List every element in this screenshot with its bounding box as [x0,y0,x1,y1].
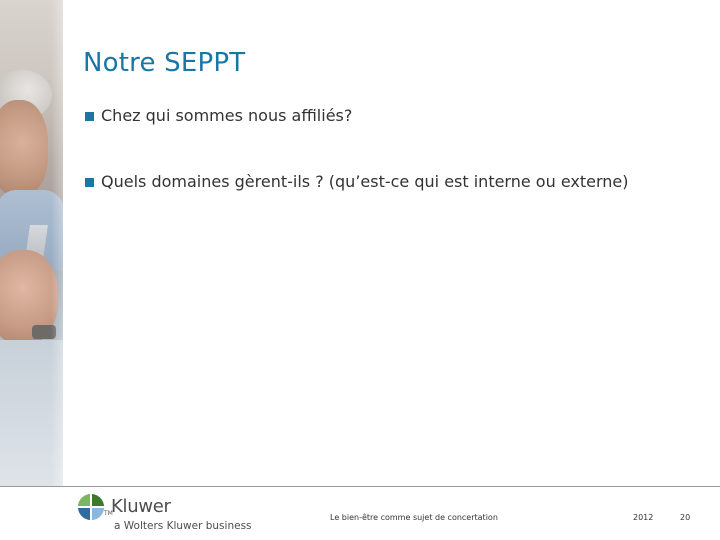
bullet-text: Quels domaines gèrent-ils ? (qu’est-ce qui est interne ou externe) [101,172,629,191]
kluwer-logo [78,492,258,536]
decorative-photo [0,0,63,486]
bullet-item [85,172,628,191]
footer-divider [0,486,720,487]
logo-trademark: TM [104,510,113,517]
logo-name: Kluwer [111,496,171,517]
bullet-item [85,106,352,125]
square-bullet-icon [85,112,94,121]
logo-tagline: a Wolters Kluwer business [114,520,252,532]
footer-year: 2012 [633,513,654,522]
kluwer-globe-icon [78,494,104,520]
slide-title: Notre SEPPT [83,48,246,78]
bullet-text: Chez qui sommes nous affiliés? [101,106,353,125]
page-number: 20 [680,513,691,522]
footer-subject: Le bien-être comme sujet de concertation [330,513,498,522]
square-bullet-icon [85,178,94,187]
